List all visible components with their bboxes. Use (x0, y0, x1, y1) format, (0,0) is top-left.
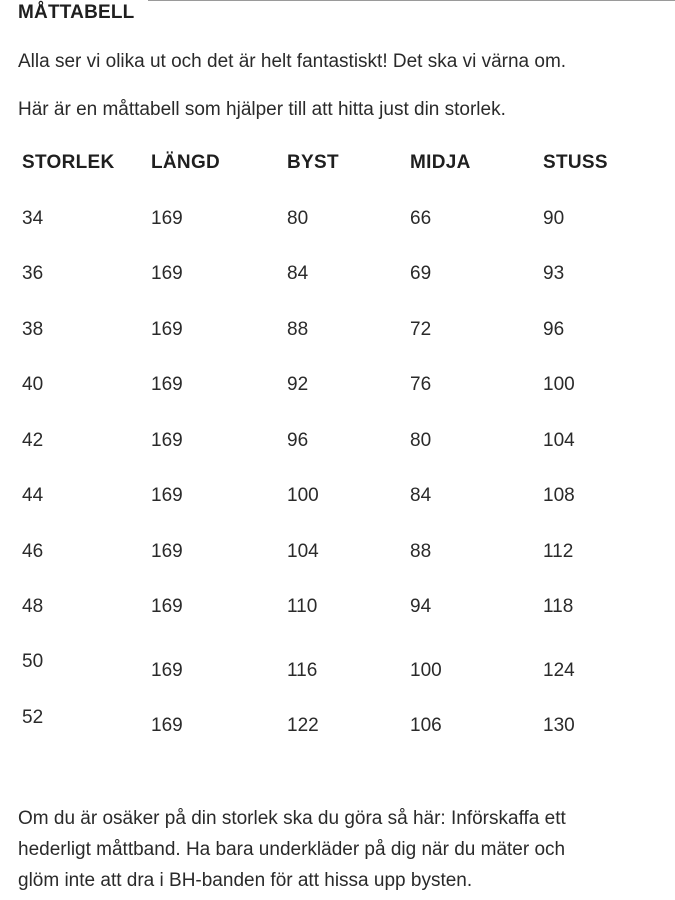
table-cell-bust: 92 (287, 374, 309, 395)
table-cell-size: 40 (22, 374, 44, 395)
table-cell-bust: 122 (287, 715, 319, 736)
advice-text (18, 803, 566, 896)
table-cell-length: 169 (151, 319, 183, 340)
table-cell-bust: 104 (287, 541, 319, 562)
table-cell-hip: 108 (543, 485, 575, 506)
table-cell-length: 169 (151, 541, 183, 562)
table-cell-length: 169 (151, 263, 183, 284)
table-cell-size: 44 (22, 485, 44, 506)
table-cell-size: 34 (22, 208, 44, 229)
table-cell-size: 42 (22, 430, 44, 451)
table-cell-waist: 76 (410, 374, 432, 395)
table-cell-length: 169 (151, 208, 183, 229)
table-cell-waist: 100 (410, 660, 442, 681)
table-cell-waist: 94 (410, 596, 432, 617)
table-cell-size: 48 (22, 596, 44, 617)
column-header-length: LÄNGD (151, 152, 221, 173)
advice-line-3: glöm inte att dra i BH-banden för att hissa upp bysten. (18, 870, 473, 891)
page-title: MÅTTABELL (18, 2, 135, 23)
column-header-hip: STUSS (543, 152, 608, 173)
table-cell-size: 50 (22, 651, 44, 672)
intro-text-1: Alla ser vi olika ut och det är helt fantastiskt! Det ska vi värna om. (18, 51, 567, 72)
column-header-waist: MIDJA (410, 152, 471, 173)
table-cell-length: 169 (151, 660, 183, 681)
table-cell-bust: 84 (287, 263, 309, 284)
table-cell-length: 169 (151, 715, 183, 736)
intro-text-2: Här är en måttabell som hjälper till att hitta just din storlek. (18, 99, 506, 120)
table-cell-bust: 80 (287, 208, 309, 229)
table-cell-bust: 116 (287, 660, 318, 681)
table-cell-size: 46 (22, 541, 44, 562)
table-cell-waist: 69 (410, 263, 432, 284)
advice-line-2: hederligt måttband. Ha bara underkläder på dig när du mäter och (18, 839, 566, 860)
table-cell-hip: 96 (543, 319, 565, 340)
table-cell-hip: 93 (543, 263, 565, 284)
table-cell-size: 38 (22, 319, 44, 340)
table-cell-waist: 80 (410, 430, 432, 451)
table-cell-length: 169 (151, 485, 183, 506)
table-cell-bust: 110 (287, 596, 318, 617)
table-cell-waist: 66 (410, 208, 432, 229)
table-cell-hip: 112 (543, 541, 574, 562)
table-cell-size: 52 (22, 707, 44, 728)
column-header-size: STORLEK (22, 152, 115, 173)
table-cell-hip: 100 (543, 374, 575, 395)
table-cell-hip: 104 (543, 430, 575, 451)
table-cell-hip: 118 (543, 596, 574, 617)
table-cell-length: 169 (151, 596, 183, 617)
table-cell-hip: 90 (543, 208, 565, 229)
advice-line-1: Om du är osäker på din storlek ska du göra så här: Införskaffa ett (18, 808, 566, 829)
table-cell-bust: 100 (287, 485, 319, 506)
table-cell-waist: 84 (410, 485, 432, 506)
column-header-bust: BYST (287, 152, 339, 173)
table-cell-bust: 88 (287, 319, 309, 340)
table-cell-waist: 88 (410, 541, 432, 562)
table-cell-waist: 72 (410, 319, 432, 340)
table-cell-length: 169 (151, 430, 183, 451)
table-cell-hip: 124 (543, 660, 575, 681)
table-cell-hip: 130 (543, 715, 575, 736)
table-cell-size: 36 (22, 263, 44, 284)
table-cell-waist: 106 (410, 715, 442, 736)
table-cell-bust: 96 (287, 430, 309, 451)
table-cell-length: 169 (151, 374, 183, 395)
